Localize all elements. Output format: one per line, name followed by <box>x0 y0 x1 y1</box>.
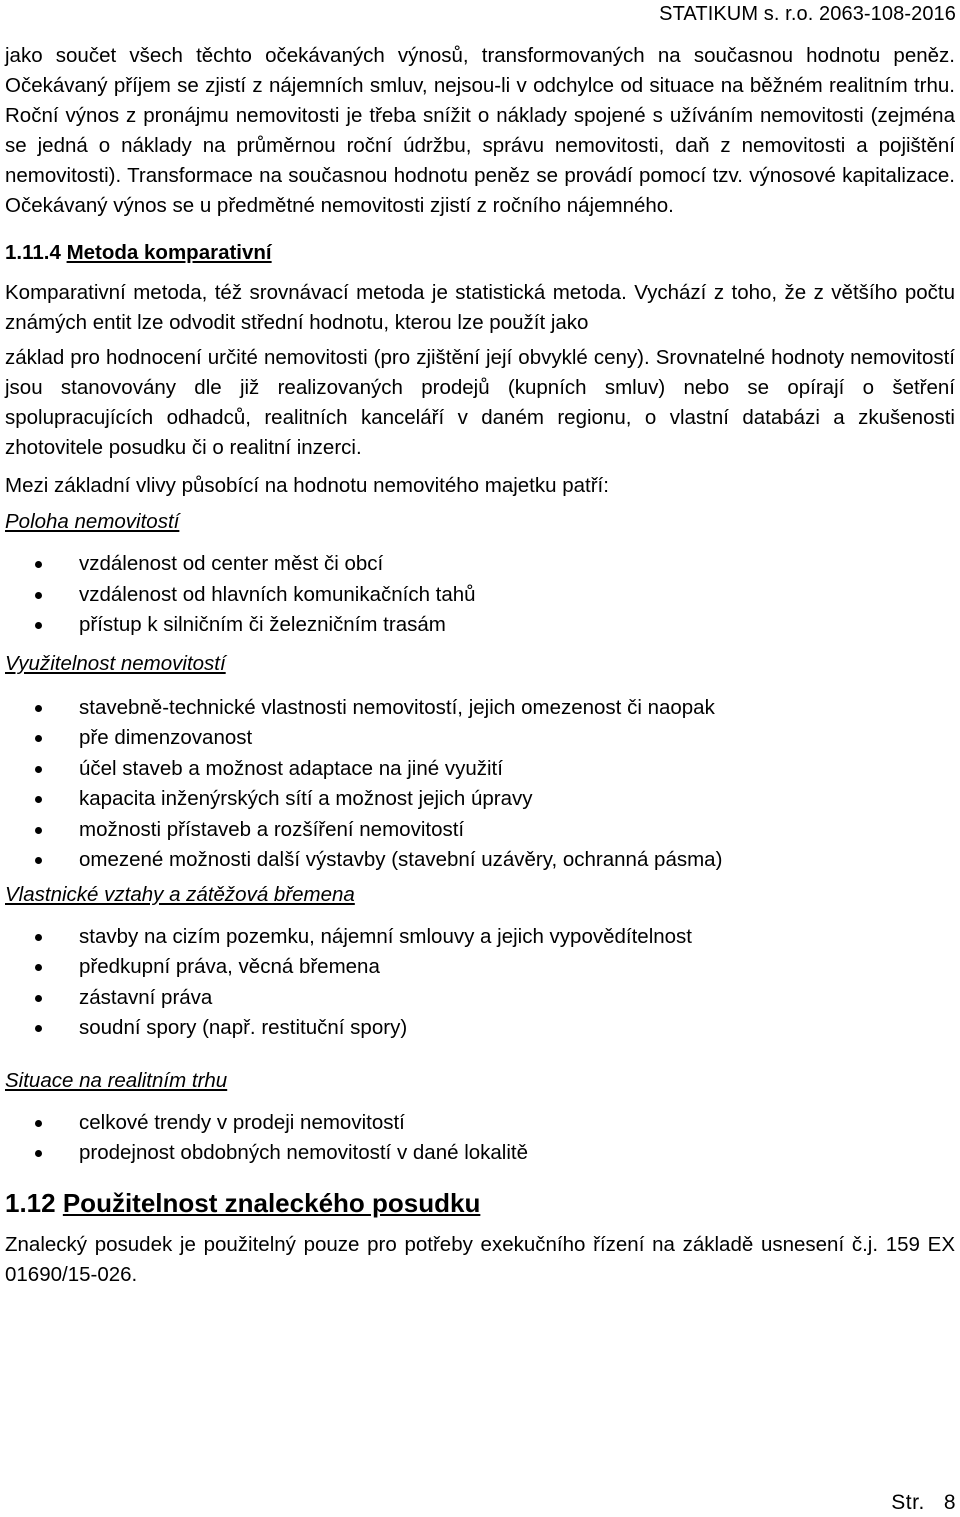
bullet-icon <box>35 735 42 742</box>
bullet-icon <box>35 827 42 834</box>
section-title: Použitelnost znaleckého posudku <box>62 1187 481 1218</box>
list-item-text: přístup k silničním či železničním trasám <box>79 613 446 636</box>
section-heading-1-11-4 <box>5 238 955 268</box>
influence-list <box>5 1108 955 1169</box>
bullet-icon <box>35 964 42 971</box>
list-item-text: stavby na cizím pozemku, nájemní smlouvy a jejich vypovědítelnost <box>79 924 692 948</box>
comparative-paragraph-line1: Komparativní metoda, též srovnávací metoda je statistická metoda. Vychází z toho, že z většího počtu známých entit lze odvodit střední hodnotu, kterou lze použít jako <box>5 281 955 334</box>
bullet-icon <box>35 934 42 941</box>
influence-group-heading: Poloha nemovitostí <box>5 510 180 533</box>
list-item-text: celkové trendy v prodeji nemovitostí <box>79 1110 405 1134</box>
page-content <box>5 41 955 1290</box>
list-item <box>5 754 955 785</box>
influence-groups <box>5 507 955 1169</box>
influence-list <box>5 549 955 641</box>
list-item-text: zástavní práva <box>79 985 213 1009</box>
list-item <box>5 1108 955 1139</box>
list-item <box>5 815 955 846</box>
bullet-icon <box>35 705 42 712</box>
list-item-text: účel staveb a možnost adaptace na jiné využití <box>79 756 503 780</box>
bullet-icon <box>35 995 42 1002</box>
list-item <box>5 693 955 724</box>
list-item-text: kapacita inženýrských sítí a možnost jejich úpravy <box>79 787 533 810</box>
bullet-icon <box>35 1120 42 1127</box>
page-number: 8 <box>943 1491 956 1514</box>
bullet-icon <box>35 561 42 568</box>
page-label: Str. <box>891 1491 925 1514</box>
list-item <box>5 580 955 611</box>
comparative-paragraph-rest: základ pro hodnocení určité nemovitosti (pro zjištění její obvyklé ceny). Srovnatelné hodnoty nemovitostí jsou stanovovány dle již realizovaných prodejů (kupních smluv) nebo se opírají o šetření spolupracujících odhadců, realitních kanceláří v daném regionu, o vlastní databázi a zkušenosti zhotovitele posudku či o realitní inzerci. <box>5 346 955 459</box>
document-header: STATIKUM s. r.o. 2063-108-2016 <box>659 3 956 25</box>
comparative-paragraph <box>5 278 955 338</box>
usability-paragraph: Znalecký posudek je použitelný pouze pro potřeby exekučního řízení na základě usnesení č.j. 159 EX 01690/15-026. <box>5 1232 955 1286</box>
page-footer <box>891 1491 956 1515</box>
list-item-text: vzdálenost od hlavních komunikačních tahů <box>79 582 476 606</box>
list-item-text: omezené možnosti další výstavby (stavební uzávěry, ochranná pásma) <box>79 848 723 871</box>
list-item <box>5 723 955 754</box>
list-item <box>5 952 955 983</box>
section-number: 1.11.4 <box>5 241 61 264</box>
influence-list <box>5 922 955 1044</box>
list-item-text: prodejnost obdobných nemovitostí v dané lokalitě <box>79 1141 529 1164</box>
list-item <box>5 1013 955 1044</box>
bullet-icon <box>35 766 42 773</box>
list-item <box>5 922 955 953</box>
section-title: Metoda komparativní <box>66 241 272 264</box>
list-item-text: pře dimenzovanost <box>79 726 253 749</box>
section-heading-1-12 <box>5 1187 955 1219</box>
list-item <box>5 983 955 1014</box>
bullet-icon <box>35 1150 42 1157</box>
list-item-text: možnosti přístaveb a rozšíření nemovitostí <box>79 817 465 841</box>
bullet-icon <box>35 592 42 599</box>
list-item <box>5 610 955 641</box>
list-item-text: předkupní práva, věcná břemena <box>79 955 380 978</box>
influence-group-heading: Vlastnické vztahy a zátěžová břemena <box>5 882 355 906</box>
list-item-text: soudní spory (např. restituční spory) <box>79 1016 408 1039</box>
bullet-icon <box>35 1025 42 1032</box>
influence-group-heading: Využitelnost nemovitostí <box>5 651 226 675</box>
list-item-text: stavebně-technické vlastnosti nemovitostí, jejich omezenost či naopak <box>79 695 715 719</box>
list-item <box>5 784 955 815</box>
section-number: 1.12 <box>5 1187 56 1218</box>
list-item <box>5 845 955 876</box>
influence-group-heading: Situace na realitním trhu <box>5 1068 228 1092</box>
influences-intro: Mezi základní vlivy působící na hodnotu nemovitého majetku patří: <box>5 474 609 497</box>
list-item <box>5 549 955 580</box>
list-item <box>5 1138 955 1169</box>
bullet-icon <box>35 857 42 864</box>
bullet-icon <box>35 796 42 803</box>
list-item-text: vzdálenost od center měst či obcí <box>79 552 384 575</box>
bullet-icon <box>35 622 42 629</box>
influence-list <box>5 693 955 876</box>
intro-paragraph: jako součet všech těchto očekávaných výnosů, transformovaných na současnou hodnotu peněz. Očekávaný příjem se zjistí z nájemních smluv, nejsou-li v odchylce od situace na běžném realitním trhu. Roční výnos z pronájmu nemovitosti je třeba snížit o náklady spojené s užíváním nemovitosti (zejména se jedná o náklady na průměrnou roční údržbu, správu nemovitosti, daň z nemovitosti a pojištění nemovitosti). Transformace na současnou hodnotu peněz se provádí pomocí tzv. výnosové kapitalizace. Očekávaný výnos se u předmětné nemovitosti zjistí z ročního nájemného. <box>5 44 955 217</box>
